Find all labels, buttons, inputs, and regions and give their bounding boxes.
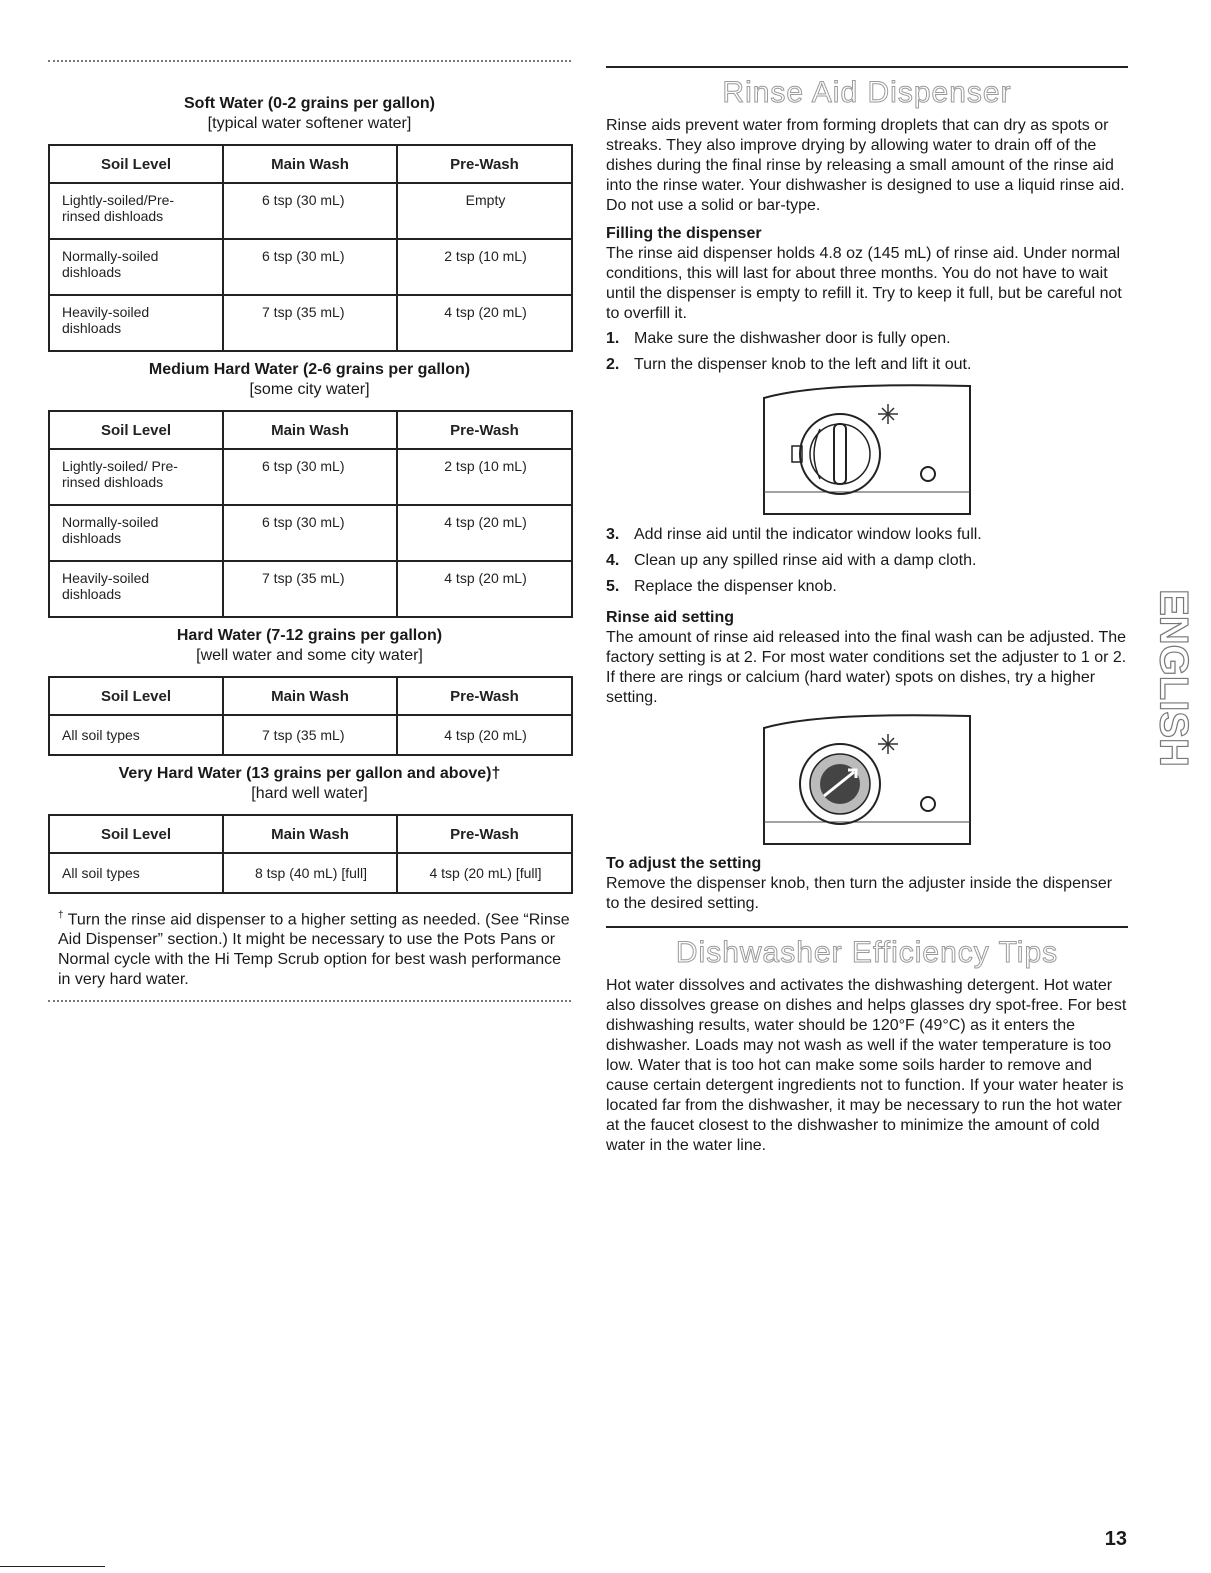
efficiency-text: Hot water dissolves and activates the dishwashing detergent. Hot water also dissolves grease on dishes and helps glasses dry spot-free. For best dishwashing results, water should be 120°F (49°C) as it enters the dishwasher. Loads may not wash as well if the water temperature is too low. Water that is too hot can make some soils harder to remove and cause certain detergent ingredients not to function. If your water heater is located far from the dishwasher, it may be necessary to run the hot water at the faucet closest to the dishwasher to minimize the amount of cold water in the water line. bbox=[606, 977, 1127, 1154]
steps-list-b bbox=[606, 522, 1128, 600]
filling-heading: Filling the dispenser bbox=[606, 225, 762, 242]
cell-main: 6 tsp (30 mL) bbox=[223, 183, 397, 239]
cell-main: 7 tsp (35 mL) bbox=[223, 715, 397, 755]
very-hard-water-section bbox=[48, 764, 571, 894]
setting-text: The amount of rinse aid released into the final wash can be adjusted. The factory setting is at 2. For most water conditions set the adjuster to 1 or 2. If there are rings or calcium (hard water) spots on dishes, try a higher setting. bbox=[606, 629, 1127, 706]
efficiency-title: Dishwasher Efficiency Tips bbox=[675, 936, 1059, 969]
header-soil-level: Soil Level bbox=[49, 815, 223, 853]
header-main-wash: Main Wash bbox=[223, 815, 397, 853]
table-subtitle: [hard well water] bbox=[251, 785, 368, 802]
cell-pre: 4 tsp (20 mL) bbox=[397, 295, 572, 351]
steps-list-a bbox=[606, 326, 1128, 378]
table-title: Medium Hard Water (2-6 grains per gallon) bbox=[148, 361, 471, 378]
english-side-tab bbox=[1151, 568, 1196, 788]
table-subtitle: [some city water] bbox=[249, 381, 370, 398]
cell-pre: 2 tsp (10 mL) bbox=[397, 239, 572, 295]
cell-soil: Lightly-soiled/Pre-rinsed dishloads bbox=[49, 183, 223, 239]
cell-pre: 4 tsp (20 mL) bbox=[397, 715, 572, 755]
table-subtitle: [typical water softener water] bbox=[207, 115, 412, 132]
cell-main: 7 tsp (35 mL) bbox=[223, 295, 397, 351]
list-item bbox=[606, 548, 1128, 574]
cell-pre: 4 tsp (20 mL) bbox=[397, 505, 572, 561]
step-text: Make sure the dishwasher door is fully open. bbox=[634, 330, 951, 347]
table-header-row bbox=[49, 145, 572, 183]
adjuster-illustration bbox=[760, 714, 974, 846]
step-text: Turn the dispenser knob to the left and lift it out. bbox=[634, 356, 972, 373]
table-row bbox=[49, 715, 572, 755]
header-main-wash: Main Wash bbox=[223, 145, 397, 183]
cell-pre: Empty bbox=[397, 183, 572, 239]
header-soil-level: Soil Level bbox=[49, 411, 223, 449]
list-item bbox=[606, 574, 1128, 600]
header-pre-wash: Pre-Wash bbox=[397, 411, 572, 449]
cell-main: 6 tsp (30 mL) bbox=[223, 505, 397, 561]
step-number: 4. bbox=[606, 552, 620, 569]
cell-pre: 4 tsp (20 mL) [full] bbox=[397, 853, 572, 893]
table-row bbox=[49, 449, 572, 505]
rinse-section-rule bbox=[606, 66, 1128, 68]
table-header-row bbox=[49, 815, 572, 853]
table-header-row bbox=[49, 677, 572, 715]
medium-hard-water-table bbox=[48, 410, 573, 618]
header-soil-level: Soil Level bbox=[49, 145, 223, 183]
header-pre-wash: Pre-Wash bbox=[397, 145, 572, 183]
footer-rule bbox=[0, 1566, 105, 1567]
cell-soil: All soil types bbox=[49, 715, 223, 755]
cell-main: 6 tsp (30 mL) bbox=[223, 239, 397, 295]
dagger-mark: † bbox=[58, 910, 64, 921]
header-soil-level: Soil Level bbox=[49, 677, 223, 715]
page-number: 13 bbox=[1104, 1528, 1127, 1550]
step-text: Replace the dispenser knob. bbox=[634, 578, 837, 595]
cell-soil: Normally-soiled dishloads bbox=[49, 239, 223, 295]
top-dotted-divider bbox=[48, 60, 571, 64]
adjust-text: Remove the dispenser knob, then turn the adjuster inside the dispenser to the desired setting. bbox=[606, 875, 1113, 912]
cell-soil: Heavily-soiled dishloads bbox=[49, 561, 223, 617]
table-row bbox=[49, 561, 572, 617]
step-number: 2. bbox=[606, 356, 620, 373]
efficiency-section-rule bbox=[606, 926, 1128, 928]
cell-soil: Lightly-soiled/ Pre-rinsed dishloads bbox=[49, 449, 223, 505]
left-column bbox=[48, 60, 571, 1004]
hard-water-section bbox=[48, 626, 571, 756]
cell-soil: Normally-soiled dishloads bbox=[49, 505, 223, 561]
right-column bbox=[606, 60, 1128, 1156]
list-item bbox=[606, 522, 1128, 548]
rinse-intro: Rinse aids prevent water from forming droplets that can dry as spots or streaks. They also improve drying by allowing water to drain off of the dishes during the final rinse by releasing a small amount of the rinse aid into the rinse water. Your dishwasher is designed to use a liquid rinse aid. Do not use a solid or bar-type. bbox=[606, 117, 1125, 214]
step-text: Clean up any spilled rinse aid with a damp cloth. bbox=[634, 552, 977, 569]
header-pre-wash: Pre-Wash bbox=[397, 815, 572, 853]
step-number: 5. bbox=[606, 578, 620, 595]
medium-hard-water-section bbox=[48, 360, 571, 618]
rinse-aid-title: Rinse Aid Dispenser bbox=[722, 76, 1012, 109]
table-subtitle: [well water and some city water] bbox=[196, 647, 423, 664]
header-pre-wash: Pre-Wash bbox=[397, 677, 572, 715]
table-title: Soft Water (0-2 grains per gallon) bbox=[184, 95, 435, 112]
dispenser-knob-illustration bbox=[760, 384, 974, 516]
list-item bbox=[606, 352, 1128, 378]
list-item bbox=[606, 326, 1128, 352]
cell-main: 6 tsp (30 mL) bbox=[223, 449, 397, 505]
cell-main: 7 tsp (35 mL) bbox=[223, 561, 397, 617]
cell-soil: Heavily-soiled dishloads bbox=[49, 295, 223, 351]
header-main-wash: Main Wash bbox=[223, 411, 397, 449]
hard-water-table bbox=[48, 676, 573, 756]
cell-pre: 4 tsp (20 mL) bbox=[397, 561, 572, 617]
table-title: Very Hard Water (13 grains per gallon and above)† bbox=[118, 765, 501, 782]
filling-text: The rinse aid dispenser holds 4.8 oz (145 mL) of rinse aid. Under normal conditions, this will last for about three months. You do not have to wait until the dispenser is empty to refill it. Try to keep it full, but be careful not to overfill it. bbox=[606, 245, 1122, 322]
table-row bbox=[49, 505, 572, 561]
step-number: 1. bbox=[606, 330, 620, 347]
table-row bbox=[49, 239, 572, 295]
step-number: 3. bbox=[606, 526, 620, 543]
very-hard-water-table bbox=[48, 814, 573, 894]
table-title: Hard Water (7-12 grains per gallon) bbox=[176, 627, 443, 644]
table-row bbox=[49, 183, 572, 239]
bottom-dotted-divider bbox=[48, 1000, 571, 1004]
table-row bbox=[49, 295, 572, 351]
header-main-wash: Main Wash bbox=[223, 677, 397, 715]
table-header-row bbox=[49, 411, 572, 449]
side-tab-label: ENGLISH bbox=[1151, 589, 1196, 767]
cell-pre: 2 tsp (10 mL) bbox=[397, 449, 572, 505]
cell-main: 8 tsp (40 mL) [full] bbox=[223, 853, 397, 893]
soft-water-table bbox=[48, 144, 573, 352]
step-text: Add rinse aid until the indicator window looks full. bbox=[634, 526, 982, 543]
soft-water-section bbox=[48, 94, 571, 352]
adjust-heading: To adjust the setting bbox=[606, 855, 762, 872]
cell-soil: All soil types bbox=[49, 853, 223, 893]
table-row bbox=[49, 853, 572, 893]
footnote bbox=[48, 906, 571, 990]
footnote-text: Turn the rinse aid dispenser to a higher setting as needed. (See “Rinse Aid Dispenser” section.) It might be necessary to use the Pots Pans or Normal cycle with the Hi Temp Scrub option for best wash performance in very hard water. bbox=[58, 911, 570, 989]
setting-heading: Rinse aid setting bbox=[606, 609, 735, 626]
